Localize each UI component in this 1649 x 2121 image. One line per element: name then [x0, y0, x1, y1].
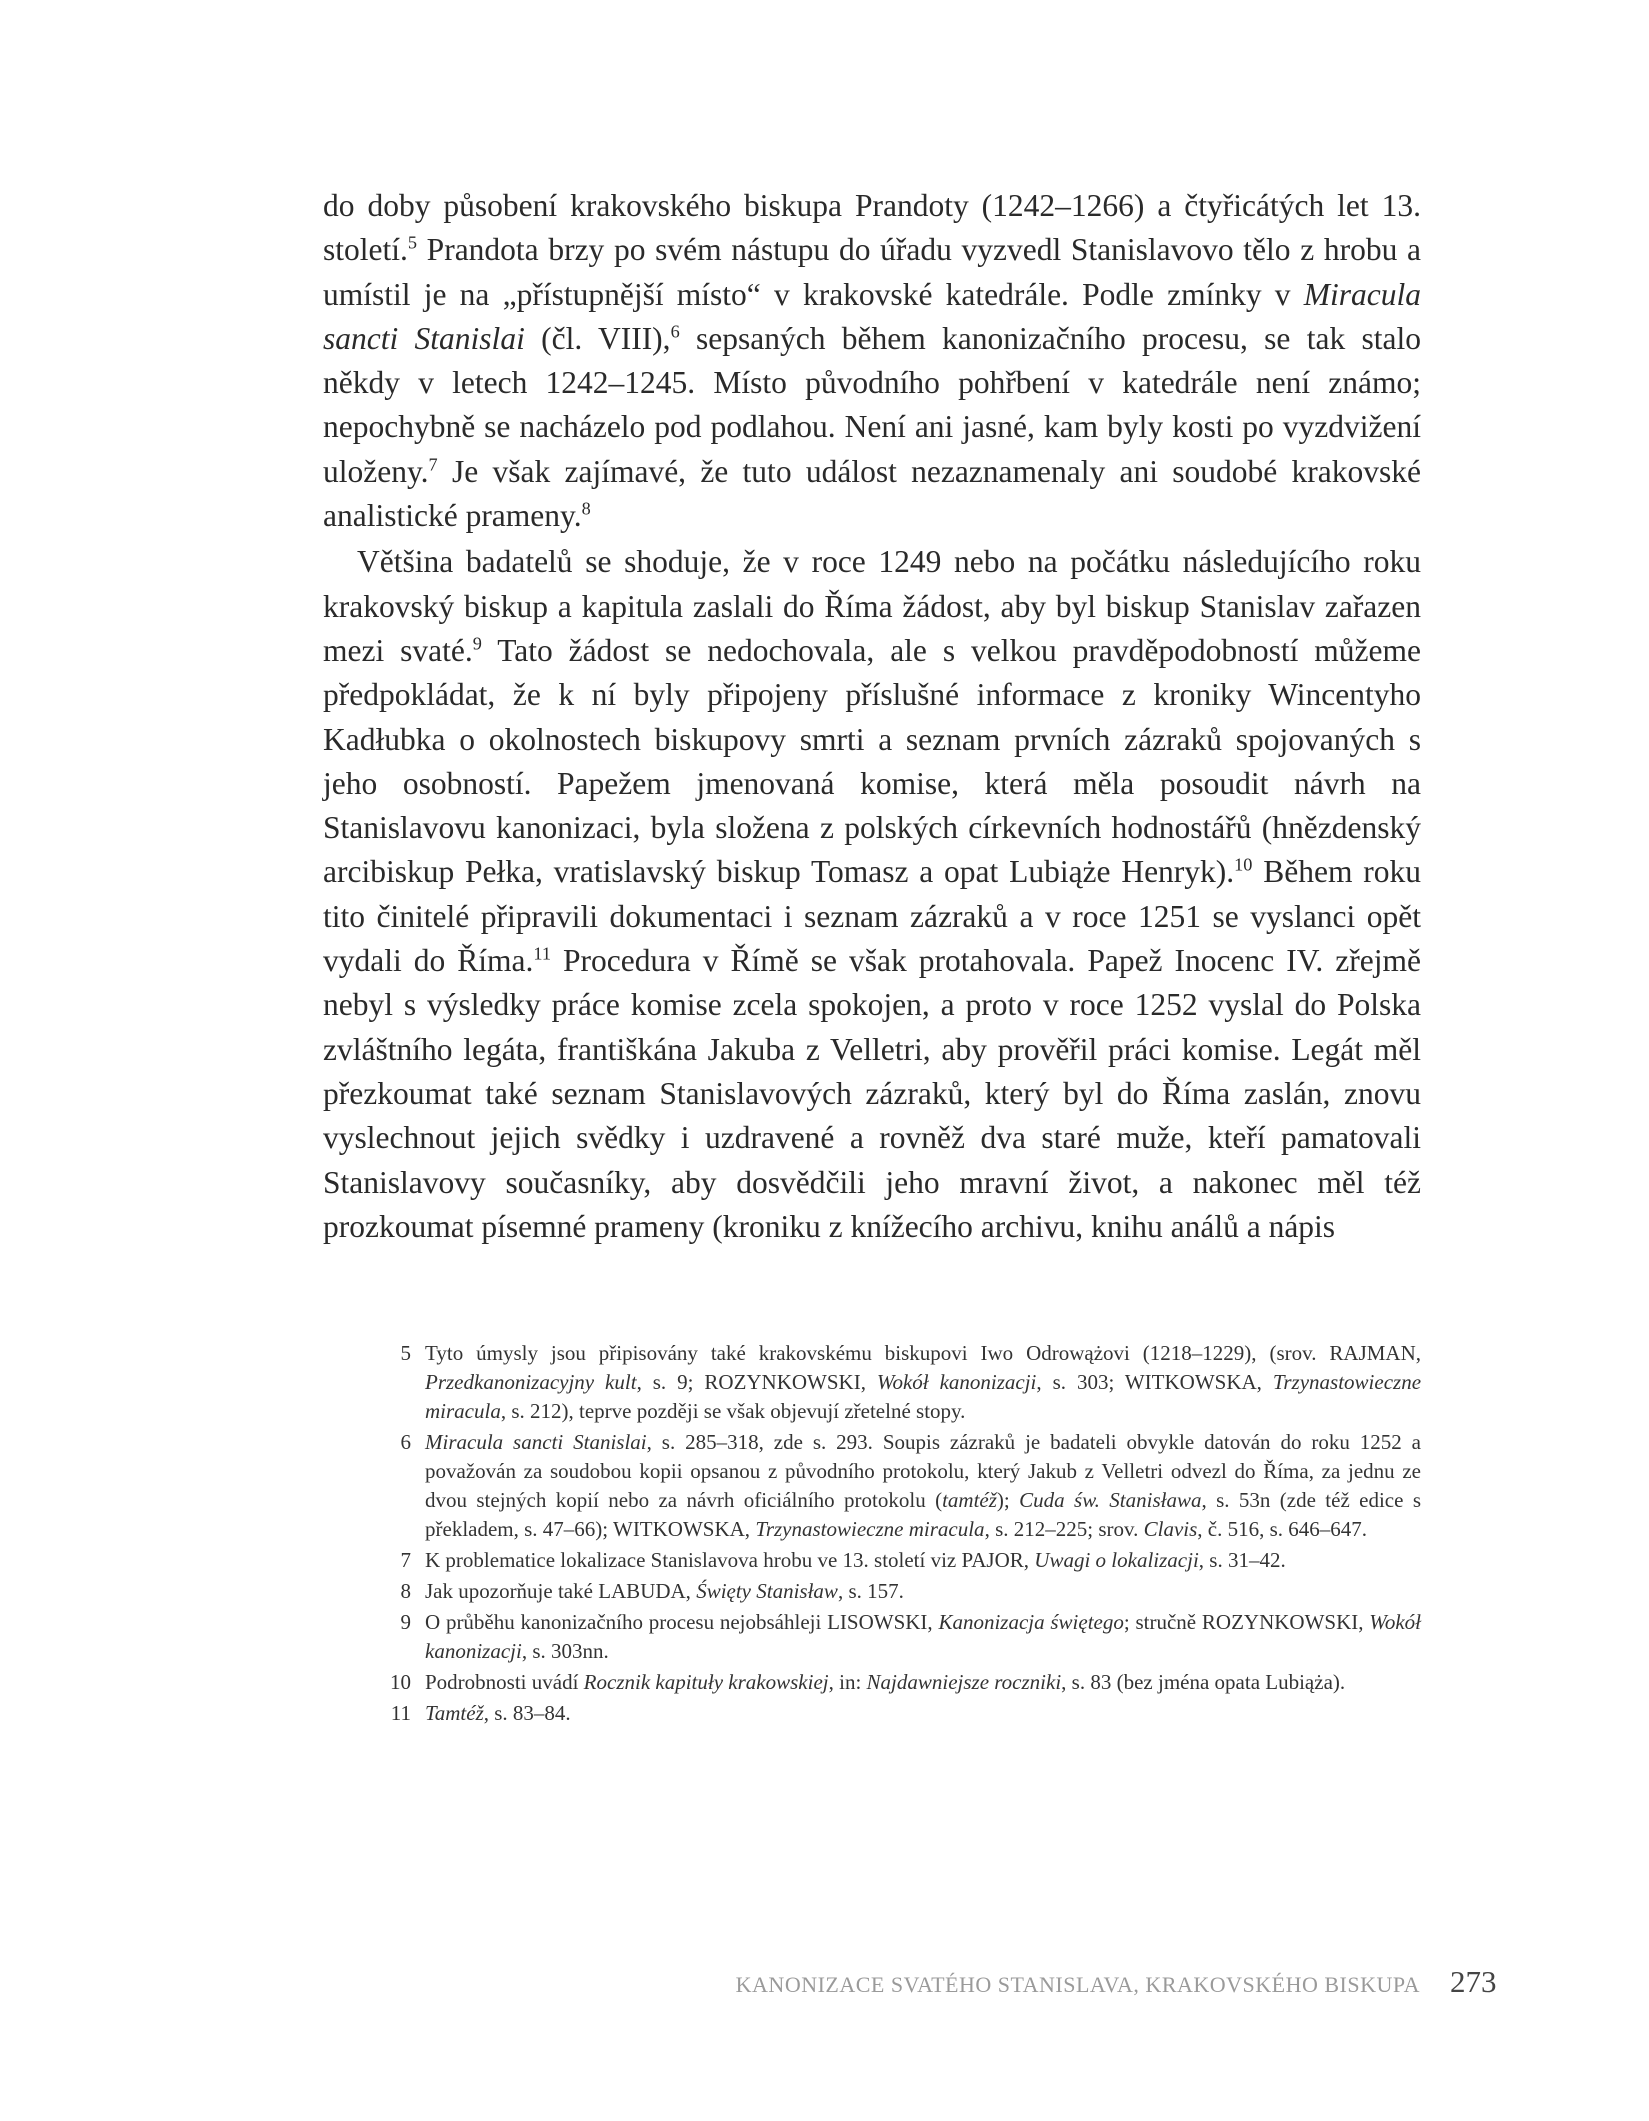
footnote-5 [400, 1339, 1422, 1426]
text-run: , in: [828, 1670, 867, 1694]
text-run: , s. 31–42. [1198, 1548, 1286, 1572]
italic-title: Tamtéž [425, 1701, 484, 1725]
text-run: Většina badatelů se shoduje, že v roce 1249 nebo na počátku následujícího roku krakovský biskup a kapitula zaslali do Říma žádost, aby byl biskup Stanislav zařazen mezi svaté. [323, 544, 1421, 668]
text-run: , s. 212), teprve později se však objevují zřetelné stopy. [500, 1399, 966, 1423]
main-text [323, 184, 1421, 1249]
footnote-number: 11 [390, 1701, 411, 1725]
italic-title: Kanonizacja świętego [938, 1610, 1124, 1634]
text-run: Procedura v Římě se však protahovala. Papež Inocenc IV. zřejmě nebyl s výsledky práce komise zcela spokojen, a proto v roce 1252 vyslal do Polska zvláštního legáta, františkána Jakuba z Velletri, aby prověřil práci komise. Legát měl přezkoumat také seznam Stanislavových zázraků, který byl do Říma zaslán, znovu vyslechnout jejich svědky i uzdravené a rovněž dva staré muže, kteří pamatovali Stanislavovy současníky, aby dosvědčili jeho mravní život, a nakonec měl též prozkoumat písemné prameny (kroniku z knížecího archivu, knihu análů a nápis [323, 943, 1421, 1244]
footnote-ref-6[interactable]: 6 [670, 321, 680, 342]
footnote-ref-8[interactable]: 8 [581, 498, 591, 519]
footnote-7 [400, 1546, 1421, 1575]
footnote-ref-11[interactable]: 11 [533, 943, 551, 964]
italic-title: Wokół kanonizacji [876, 1370, 1037, 1394]
text-run: do doby působení krakovského biskupa Prandoty (1242–1266) a čtyřicátých let 13. století. [323, 188, 1421, 268]
text-run: Je však zajímavé, že tuto událost nezaznamenaly ani soudobé krakovské analistické prameny. [323, 453, 1421, 534]
footnote-number: 5 [400, 1341, 411, 1365]
italic-title: Trzynastowieczne miracula [425, 1370, 1422, 1423]
text-run: , s. 157. [837, 1579, 904, 1603]
footnote-6 [400, 1428, 1421, 1544]
paragraph-2 [323, 540, 1421, 1249]
footnote-ref-9[interactable]: 9 [472, 633, 482, 654]
italic-title: Trzynastowieczne miracula [755, 1517, 985, 1541]
text-run: , č. 516, s. 646–647. [1197, 1517, 1368, 1541]
footnote-number: 10 [390, 1670, 411, 1694]
italic-title: Miracula sancti Stanislai [323, 276, 1421, 356]
page-number: 273 [1450, 1964, 1497, 1999]
text-run: ); [996, 1488, 1020, 1512]
footnote-number: 7 [400, 1548, 411, 1572]
italic-title: Najdawniejsze roczniki [866, 1670, 1062, 1694]
text-run: K problematice lokalizace Stanislavova hrobu ve 13. století viz PAJOR, [425, 1548, 1035, 1572]
footnote-10 [390, 1668, 1421, 1697]
footnote-number: 9 [400, 1610, 411, 1634]
text-run: O průběhu kanonizačního procesu nejobsáhleji LISOWSKI, [425, 1610, 939, 1634]
footnote-8 [400, 1577, 1421, 1606]
text-run: Prandota brzy po svém nástupu do úřadu vyzvedl Stanislavovo tělo z hrobu a umístil je na „přístupnější místo“ v krakovské katedrále. Podle zmínky v [323, 232, 1421, 312]
text-run: Tato žádost se nedochovala, ale s velkou pravděpodobností můžeme předpokládat, že k ní byly připojeny příslušné informace z kroniky Wincentyho Kadłubka o okolnostech biskupovy smrti a seznam prvních zázraků spojovaných s jeho osobností. Papežem jmenovaná komise, která měla posoudit návrh na Stanislavovu kanonizaci, byla složena z polských církevních hodnostářů (hnězdenský arcibiskup Pełka, vratislavský biskup Tomasz a opat Lubiąże Henryk). [323, 632, 1421, 890]
text-run: , s. 9; ROZYNKOWSKI, [636, 1370, 877, 1394]
paragraph-1 [323, 184, 1421, 538]
text-run: sepsaných během kanonizačního procesu, se tak stalo někdy v letech 1242–1245. Místo původního pohřbení v katedrále není známo; nepochybně se nacházelo pod podlahou. Není ani jasné, kam byly kosti po vyzdvižení uloženy. [323, 320, 1422, 489]
italic-title: Rocznik kapituły krakowskiej [583, 1670, 829, 1694]
italic-title: Święty Stanisław [696, 1579, 838, 1603]
footnote-9 [400, 1608, 1421, 1666]
text-run: ; stručně ROZYNKOWSKI, [1123, 1610, 1370, 1634]
footnote-ref-7[interactable]: 7 [428, 454, 438, 475]
footnotes [390, 1339, 1422, 1730]
text-run: Jak upozorňuje také LABUDA, [425, 1579, 697, 1603]
text-run: , s. 83 (bez jména opata Lubiąża). [1061, 1670, 1346, 1694]
italic-title: Miracula sancti Stanislai [425, 1430, 647, 1454]
running-footer-title: KANONIZACE SVATÉHO STANISLAVA, KRAKOVSKÉHO BISKUPA [735, 1972, 1420, 1997]
footnote-11 [390, 1699, 1421, 1728]
footnote-ref-5[interactable]: 5 [407, 232, 418, 253]
footnote-number: 8 [400, 1579, 411, 1603]
text-run: , s. 285–318, zde s. 293. Soupis zázraků je badateli obvykle datován do roku 1252 a považován za soudobou kopii opsanou z původního protokolu, který Jakub z Velletri odvezl do Říma, za jednu ze dvou stejných kopií nebo za návrh oficiálního protokolu ( [425, 1430, 1421, 1512]
text-run: , s. 83–84. [483, 1701, 571, 1725]
text-run: Podrobnosti uvádí [425, 1670, 584, 1694]
text-run: , s. 303; WITKOWSKA, [1036, 1370, 1273, 1394]
text-run: , s. 212–225; srov. [984, 1517, 1144, 1541]
italic-title: Cuda św. Stanisława [1019, 1488, 1202, 1512]
text-run: Tyto úmysly jsou připisovány také krakovskému biskupovi Iwo Odrowążovi (1218–1229), (srov. RAJMAN, [425, 1341, 1421, 1365]
footnote-ref-10[interactable]: 10 [1234, 854, 1253, 875]
text-run: (čl. VIII), [524, 320, 671, 356]
text-run: , s. 303nn. [521, 1639, 609, 1663]
italic-title: Wokół kanonizacji [425, 1610, 1421, 1663]
text-run: , s. 53n (zde též edice s překladem, s. 47–66); WITKOWSKA, [425, 1488, 1421, 1541]
italic-title: Uwagi o lokalizacji [1034, 1548, 1199, 1572]
italic-title: Przedkanonizacyjny kult [425, 1370, 637, 1394]
footnote-number: 6 [400, 1430, 411, 1454]
text-run: Během roku tito činitelé připravili dokumentaci i seznam zázraků a v roce 1251 se vyslanci opět vydali do Říma. [323, 854, 1421, 979]
italic-title: Clavis [1143, 1517, 1198, 1541]
italic-title: tamtéž [942, 1488, 997, 1512]
